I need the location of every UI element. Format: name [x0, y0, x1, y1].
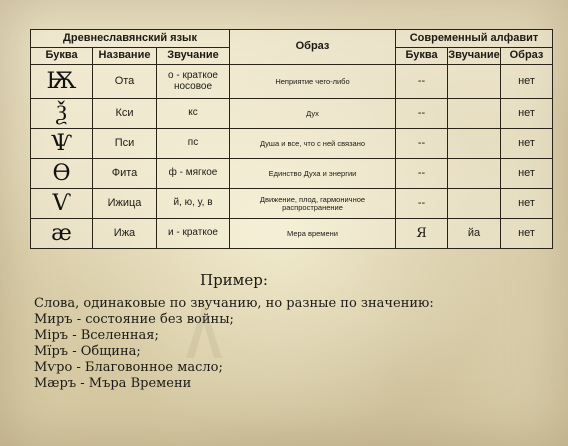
- meaning-cell: Мера времени: [230, 219, 396, 249]
- meaning-cell: Движение, плод, гармоничное распространение: [230, 189, 396, 219]
- sound-cell: кс: [157, 99, 230, 129]
- sound-cell: пс: [157, 129, 230, 159]
- meaning-cell: Неприятие чего-либо: [230, 65, 396, 99]
- table-row: [31, 189, 553, 219]
- sound-cell: и - краткое: [157, 219, 230, 249]
- modern-sound-cell: йа: [448, 219, 501, 249]
- modern-sound-cell: [448, 129, 501, 159]
- modern-image-cell: нет: [501, 99, 553, 129]
- name-cell: Ижа: [93, 219, 157, 249]
- name-cell: Фита: [93, 159, 157, 189]
- modern-image-cell: нет: [501, 159, 553, 189]
- example-title: Пример:: [200, 271, 268, 289]
- meaning-cell: Дух: [230, 99, 396, 129]
- modern-image-cell: нет: [501, 219, 553, 249]
- table-row: [31, 159, 553, 189]
- modern-sound-cell: [448, 99, 501, 129]
- letter-cell: æ: [31, 219, 93, 249]
- modern-sound-cell: [448, 189, 501, 219]
- letter-cell: Ѭ: [31, 65, 93, 99]
- example-line: Слова, одинаковые по звучанию, но разные по значению:: [34, 296, 434, 311]
- modern-letter-cell: --: [396, 65, 448, 99]
- table-row: [31, 99, 553, 129]
- example-line: Мiръ - Вселенная;: [34, 328, 159, 343]
- letter-cell: Ѱ: [31, 129, 93, 159]
- name-cell: Кси: [93, 99, 157, 129]
- sound-cell: о - краткое носовое: [157, 65, 230, 99]
- header-modern-alphabet: Современный алфавит: [396, 30, 553, 48]
- example-line: Мæръ - Мъра Времени: [34, 376, 192, 391]
- sound-cell: й, ю, у, в: [157, 189, 230, 219]
- modern-sound-cell: [448, 65, 501, 99]
- modern-image-cell: нет: [501, 189, 553, 219]
- name-cell: Пси: [93, 129, 157, 159]
- table-header-row-groups: [31, 30, 553, 48]
- example-line: Мїръ - Община;: [34, 344, 141, 359]
- table-row: [31, 219, 553, 249]
- meaning-cell: Душа и все, что с ней связано: [230, 129, 396, 159]
- header-name: Название: [93, 48, 157, 65]
- header-modern-sound: Звучание: [448, 48, 501, 65]
- modern-image-cell: нет: [501, 65, 553, 99]
- sound-cell: ф - мягкое: [157, 159, 230, 189]
- table-row: [31, 65, 553, 99]
- modern-letter-cell: --: [396, 99, 448, 129]
- modern-letter-cell: --: [396, 189, 448, 219]
- modern-letter-cell: Я: [396, 219, 448, 249]
- header-old-slavonic: Древнеславянский язык: [31, 30, 230, 48]
- header-modern-letter: Буква: [396, 48, 448, 65]
- alphabet-table: [30, 29, 553, 249]
- meaning-cell: Единство Духа и энергии: [230, 159, 396, 189]
- example-lines: [34, 296, 434, 392]
- modern-letter-cell: --: [396, 159, 448, 189]
- example-line: Мѵро - Благовонное масло;: [34, 360, 223, 375]
- header-letter: Буква: [31, 48, 93, 65]
- table-row: [31, 129, 553, 159]
- example-line: Миръ - состояние без войны;: [34, 312, 234, 327]
- letter-cell: Ѳ: [31, 159, 93, 189]
- letter-cell: Ѯ: [31, 99, 93, 129]
- modern-sound-cell: [448, 159, 501, 189]
- name-cell: Ижица: [93, 189, 157, 219]
- letter-cell: Ѵ: [31, 189, 93, 219]
- header-sound: Звучание: [157, 48, 230, 65]
- modern-letter-cell: --: [396, 129, 448, 159]
- header-image: Образ: [230, 30, 396, 65]
- name-cell: Ота: [93, 65, 157, 99]
- header-modern-image: Образ: [501, 48, 553, 65]
- modern-image-cell: нет: [501, 129, 553, 159]
